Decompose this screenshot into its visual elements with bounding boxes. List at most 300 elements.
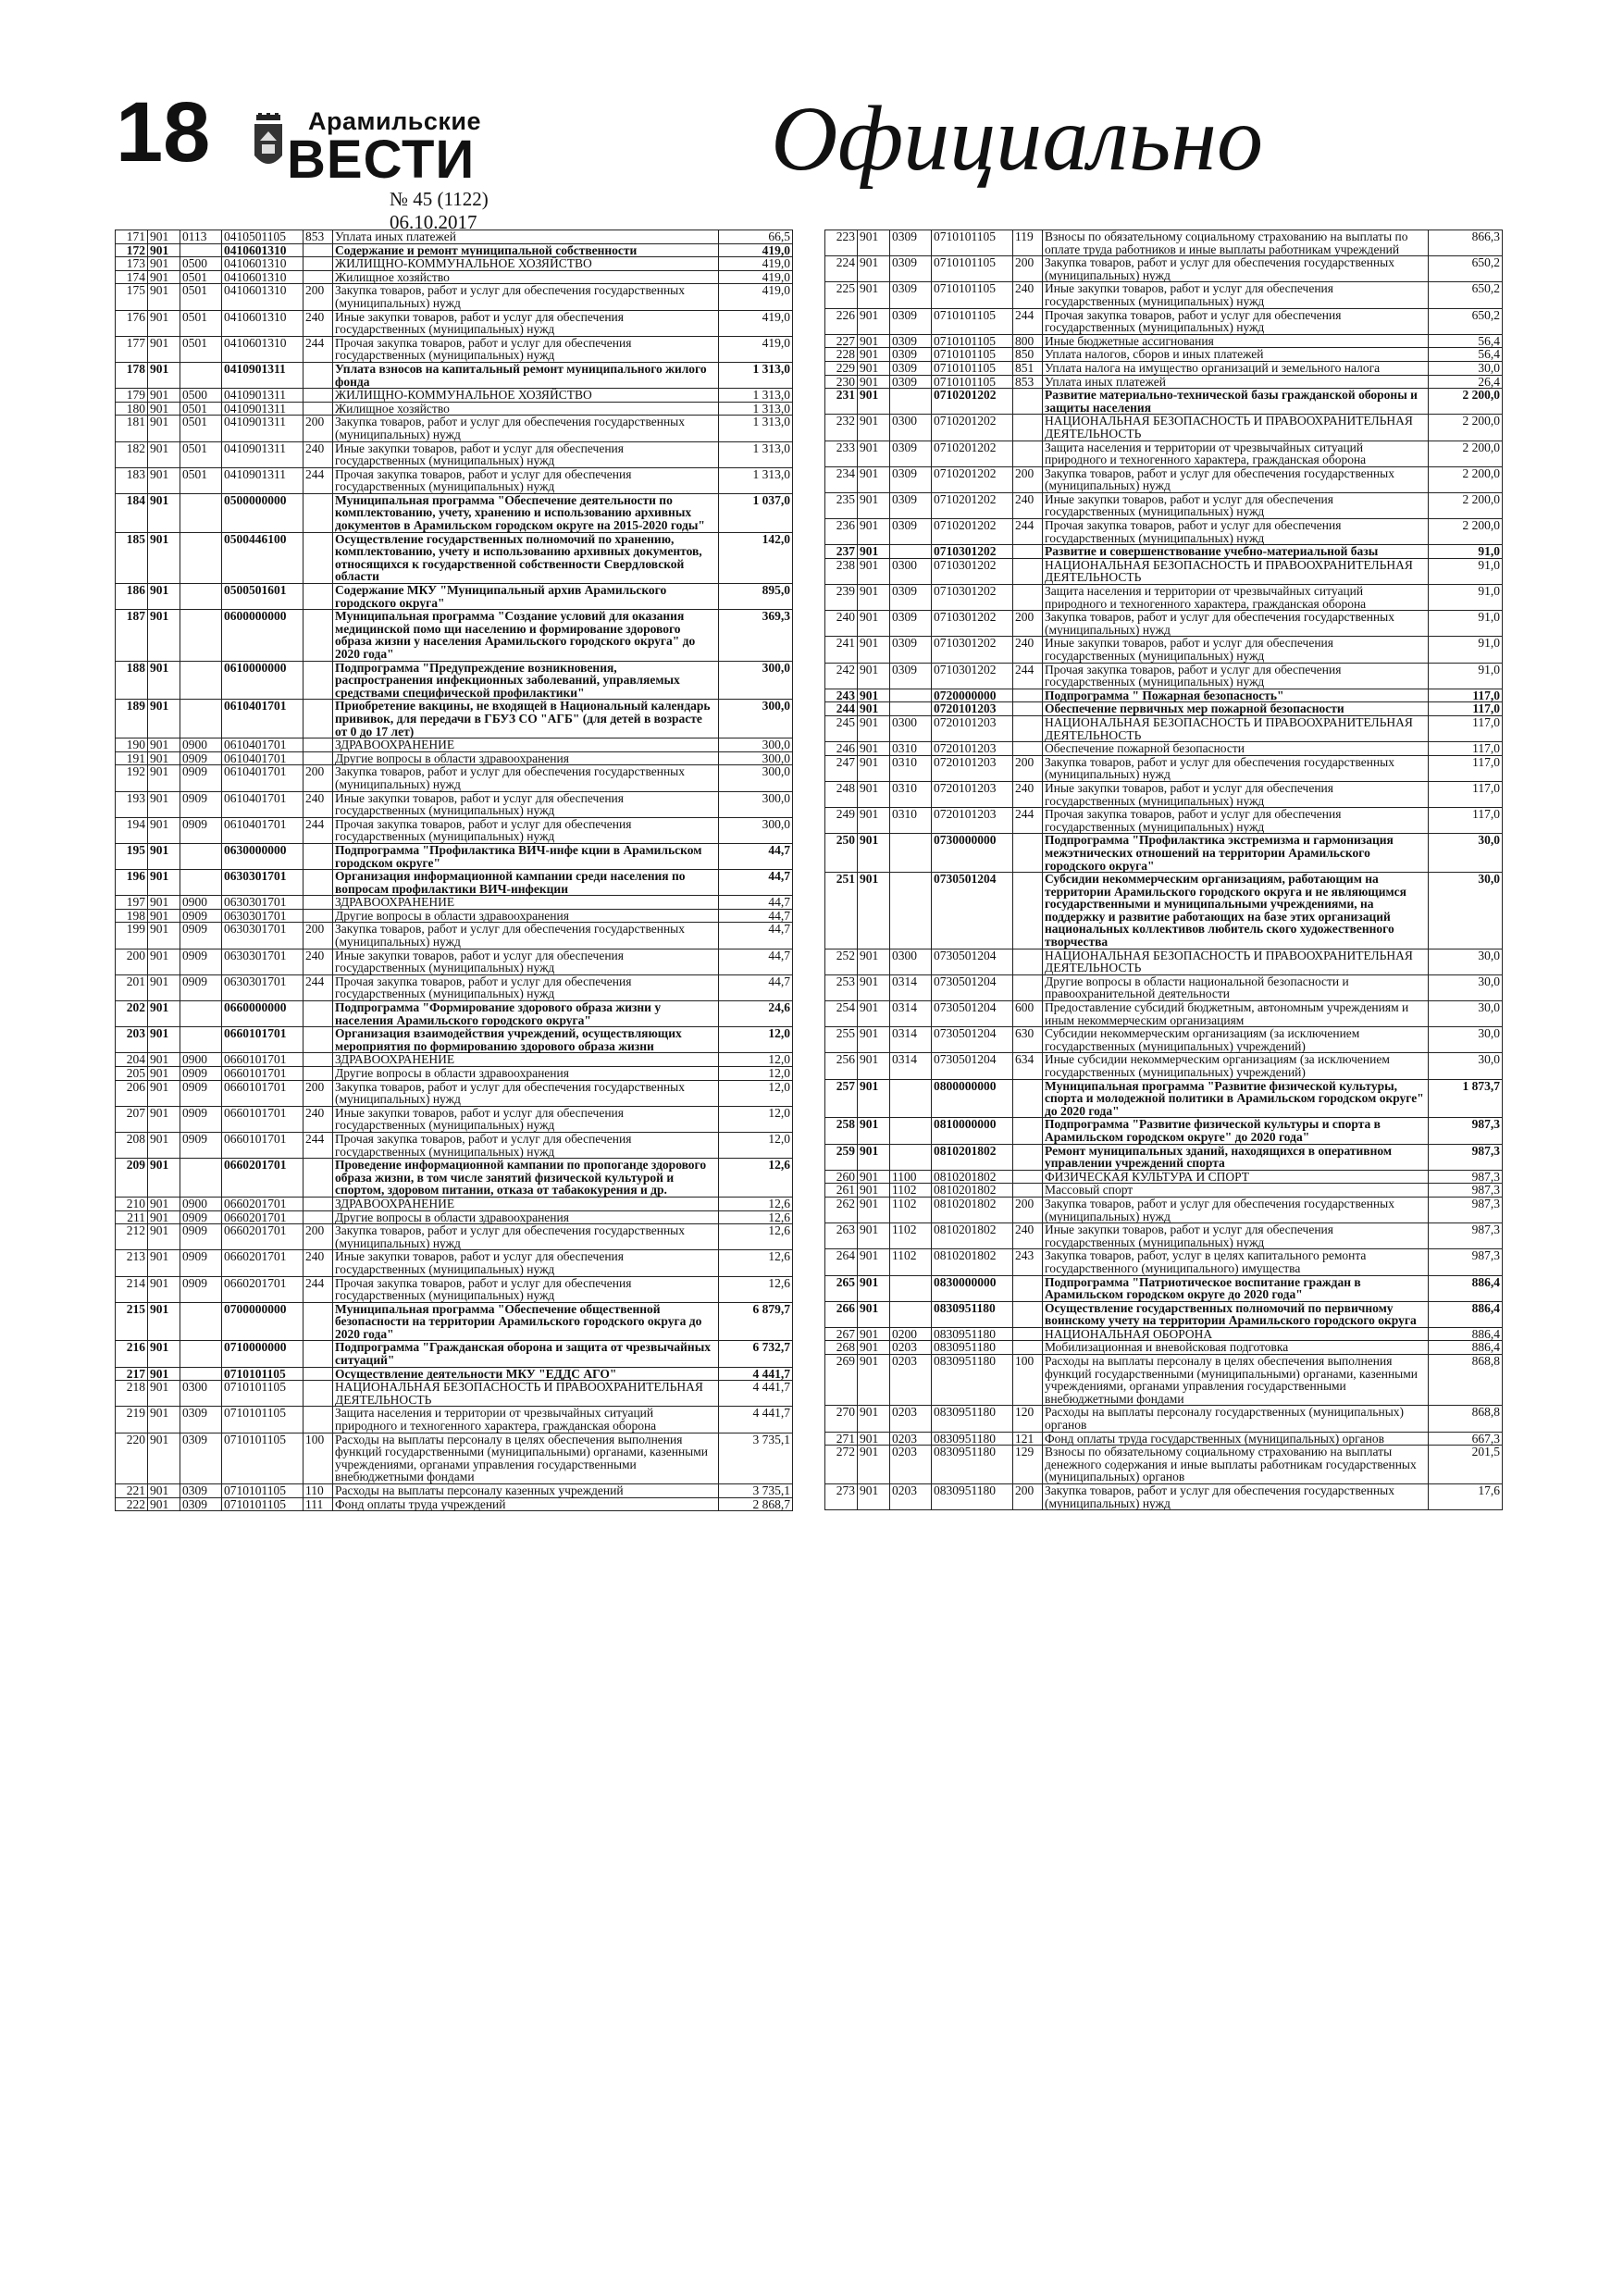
row-number-cell: 251 xyxy=(825,873,858,949)
section-code-cell xyxy=(890,702,932,716)
expense-type-cell xyxy=(1013,545,1043,559)
target-code-cell: 0710101105 xyxy=(222,1381,304,1407)
target-code-cell: 0810000000 xyxy=(932,1118,1013,1144)
row-number-cell: 255 xyxy=(825,1027,858,1053)
section-code-cell: 0909 xyxy=(180,923,222,949)
description-cell: Закупка товаров, работ и услуг для обеспечения государственных (муниципальных) нужд xyxy=(333,284,719,310)
code-cell: 901 xyxy=(858,1053,890,1079)
amount-cell: 419,0 xyxy=(719,336,793,362)
amount-cell: 300,0 xyxy=(719,700,793,738)
table-row xyxy=(116,1433,793,1483)
expense-type-cell xyxy=(1013,441,1043,466)
description-cell: Защита населения и территории от чрезвычайных ситуаций природного и техногенного характера, гражданская оборона xyxy=(1043,585,1429,611)
code-cell: 901 xyxy=(148,362,180,388)
table-row xyxy=(116,1197,793,1210)
row-number-cell: 237 xyxy=(825,545,858,559)
expense-type-cell xyxy=(304,1367,333,1381)
section-code-cell: 0309 xyxy=(890,334,932,348)
expense-type-cell xyxy=(1013,873,1043,949)
code-cell: 901 xyxy=(858,466,890,492)
row-number-cell: 201 xyxy=(116,974,148,1000)
amount-cell: 12,0 xyxy=(719,1027,793,1053)
code-cell: 901 xyxy=(148,467,180,493)
code-cell: 901 xyxy=(148,441,180,467)
expense-type-cell xyxy=(304,751,333,765)
row-number-cell: 173 xyxy=(116,257,148,271)
target-code-cell: 0810201802 xyxy=(932,1197,1013,1222)
table-row xyxy=(116,1341,793,1367)
logo-top-text: Арамильские xyxy=(308,107,481,135)
target-code-cell: 0710101105 xyxy=(932,334,1013,348)
section-code-cell: 0300 xyxy=(890,558,932,584)
target-code-cell: 0710301202 xyxy=(932,585,1013,611)
target-code-cell: 0410901311 xyxy=(222,389,304,403)
amount-cell: 201,5 xyxy=(1429,1446,1503,1484)
expense-type-cell: 851 xyxy=(1013,361,1043,375)
description-cell: Обеспечение пожарной безопасности xyxy=(1043,742,1429,756)
table-row xyxy=(116,661,793,700)
amount-cell: 6 879,7 xyxy=(719,1302,793,1341)
description-cell: ЖИЛИЩНО-КОММУНАЛЬНОЕ ХОЗЯЙСТВО xyxy=(333,257,719,271)
description-cell: Закупка товаров, работ и услуг для обеспечения государственных (муниципальных) нужд xyxy=(333,416,719,441)
description-cell: Приобретение вакцины, не входящей в Национальный календарь прививок, для передачи в ГБУЗ СО "АГБ" (для детей в возрасте от 0 до 17 лет) xyxy=(333,700,719,738)
section-code-cell: 0501 xyxy=(180,284,222,310)
table-row xyxy=(825,1170,1503,1184)
code-cell: 901 xyxy=(148,532,180,583)
code-cell: 901 xyxy=(148,493,180,532)
description-cell: Содержание и ремонт муниципальной собственности xyxy=(333,243,719,257)
table-row xyxy=(825,545,1503,559)
table-row xyxy=(116,243,793,257)
description-cell: Подпрограмма " Пожарная безопасность" xyxy=(1043,689,1429,702)
code-cell: 901 xyxy=(148,1250,180,1276)
target-code-cell: 0710101105 xyxy=(222,1407,304,1433)
code-cell: 901 xyxy=(148,230,180,244)
row-number-cell: 232 xyxy=(825,415,858,441)
description-cell: НАЦИОНАЛЬНАЯ БЕЗОПАСНОСТЬ И ПРАВООХРАНИТЕЛЬНАЯ ДЕЯТЕЛЬНОСТЬ xyxy=(1043,558,1429,584)
description-cell: Иные бюджетные ассигнования xyxy=(1043,334,1429,348)
expense-type-cell: 200 xyxy=(1013,466,1043,492)
code-cell: 901 xyxy=(858,519,890,545)
description-cell: Уплата иных платежей xyxy=(333,230,719,244)
target-code-cell: 0720101203 xyxy=(932,702,1013,716)
description-cell: Фонд оплаты труда учреждений xyxy=(333,1497,719,1511)
code-cell: 901 xyxy=(148,270,180,284)
row-number-cell: 174 xyxy=(116,270,148,284)
row-number-cell: 266 xyxy=(825,1301,858,1327)
row-number-cell: 205 xyxy=(116,1067,148,1081)
expense-type-cell: 240 xyxy=(304,1250,333,1276)
description-cell: ЗДРАВООХРАНЕНИЕ xyxy=(333,738,719,752)
code-cell: 901 xyxy=(858,230,890,256)
amount-cell: 12,0 xyxy=(719,1080,793,1106)
description-cell: Муниципальная программа "Развитие физической культуры, спорта и молодежной политики в Арамильском городском округе" до 2020 года" xyxy=(1043,1079,1429,1118)
code-cell: 901 xyxy=(858,1341,890,1355)
code-cell: 901 xyxy=(858,637,890,663)
description-cell: Иные закупки товаров, работ и услуг для обеспечения государственных (муниципальных) нужд xyxy=(1043,637,1429,663)
amount-cell: 4 441,7 xyxy=(719,1407,793,1433)
code-cell: 901 xyxy=(148,584,180,610)
expense-type-cell xyxy=(1013,715,1043,741)
expense-type-cell: 200 xyxy=(304,284,333,310)
amount-cell: 2 200,0 xyxy=(1429,466,1503,492)
table-row xyxy=(116,1250,793,1276)
target-code-cell: 0830951180 xyxy=(932,1446,1013,1484)
table-row xyxy=(825,466,1503,492)
table-row xyxy=(825,558,1503,584)
description-cell: Прочая закупка товаров, работ и услуг для обеспечения государственных (муниципальных) нужд xyxy=(1043,519,1429,545)
expense-type-cell: 600 xyxy=(1013,1001,1043,1027)
right-column xyxy=(824,230,1503,1510)
description-cell: Прочая закупка товаров, работ и услуг для обеспечения государственных (муниципальных) нужд xyxy=(333,336,719,362)
code-cell: 901 xyxy=(858,834,890,873)
row-number-cell: 258 xyxy=(825,1118,858,1144)
description-cell: Подпрограмма "Предупреждение возникновения, распространения инфекционных заболеваний, управляемых средствами специфической профилактики" xyxy=(333,661,719,700)
target-code-cell: 0410601310 xyxy=(222,336,304,362)
section-code-cell xyxy=(890,873,932,949)
section-code-cell: 0909 xyxy=(180,765,222,791)
expense-type-cell xyxy=(304,1381,333,1407)
row-number-cell: 244 xyxy=(825,702,858,716)
code-cell: 901 xyxy=(858,1001,890,1027)
target-code-cell: 0830951180 xyxy=(932,1341,1013,1355)
amount-cell: 2 200,0 xyxy=(1429,389,1503,415)
page-header xyxy=(116,85,1263,233)
expense-type-cell: 240 xyxy=(1013,492,1043,518)
target-code-cell: 0830951180 xyxy=(932,1327,1013,1341)
description-cell: Развитие и совершенствование учебно-материальной базы xyxy=(1043,545,1429,559)
table-row xyxy=(825,663,1503,689)
target-code-cell: 0710101105 xyxy=(932,348,1013,362)
table-row xyxy=(825,1118,1503,1144)
description-cell: Подпрограмма "Гражданская оборона и защита от чрезвычайных ситуаций" xyxy=(333,1341,719,1367)
table-row xyxy=(116,230,793,244)
code-cell: 901 xyxy=(148,949,180,974)
expense-type-cell: 850 xyxy=(1013,348,1043,362)
section-code-cell: 0309 xyxy=(890,256,932,282)
amount-cell: 30,0 xyxy=(1429,1001,1503,1027)
row-number-cell: 190 xyxy=(116,738,148,752)
code-cell: 901 xyxy=(858,492,890,518)
row-number-cell: 249 xyxy=(825,808,858,834)
amount-cell: 667,3 xyxy=(1429,1432,1503,1446)
row-number-cell: 242 xyxy=(825,663,858,689)
table-row xyxy=(116,610,793,661)
description-cell: ЗДРАВООХРАНЕНИЕ xyxy=(333,1197,719,1210)
row-number-cell: 226 xyxy=(825,308,858,334)
expense-type-cell: 240 xyxy=(304,949,333,974)
code-cell: 901 xyxy=(148,1080,180,1106)
row-number-cell: 200 xyxy=(116,949,148,974)
row-number-cell: 198 xyxy=(116,909,148,923)
table-row xyxy=(825,755,1503,781)
description-cell: Иные закупки товаров, работ и услуг для обеспечения государственных (муниципальных) нужд xyxy=(1043,492,1429,518)
row-number-cell: 257 xyxy=(825,1079,858,1118)
row-number-cell: 209 xyxy=(116,1159,148,1198)
section-code-cell: 0900 xyxy=(180,738,222,752)
description-cell: Обеспечение первичных мер пожарной безопасности xyxy=(1043,702,1429,716)
expense-type-cell: 240 xyxy=(304,1106,333,1132)
expense-type-cell: 240 xyxy=(304,310,333,336)
code-cell: 901 xyxy=(858,755,890,781)
table-row xyxy=(116,532,793,583)
section-code-cell: 0909 xyxy=(180,1080,222,1106)
row-number-cell: 240 xyxy=(825,611,858,637)
row-number-cell: 243 xyxy=(825,689,858,702)
description-cell: Иные закупки товаров, работ и услуг для обеспечения государственных (муниципальных) нужд xyxy=(1043,781,1429,807)
code-cell: 901 xyxy=(148,1027,180,1053)
expense-type-cell: 240 xyxy=(1013,637,1043,663)
code-cell: 901 xyxy=(858,389,890,415)
section-code-cell xyxy=(890,1275,932,1301)
description-cell: Защита населения и территории от чрезвычайных ситуаций природного и техногенного характера, гражданская оборона xyxy=(1043,441,1429,466)
target-code-cell: 0710000000 xyxy=(222,1341,304,1367)
code-cell: 901 xyxy=(148,923,180,949)
code-cell: 901 xyxy=(148,661,180,700)
logo-main-text: ВЕСТИ xyxy=(287,130,476,190)
code-cell: 901 xyxy=(858,558,890,584)
section-code-cell xyxy=(180,532,222,583)
description-cell: НАЦИОНАЛЬНАЯ БЕЗОПАСНОСТЬ И ПРАВООХРАНИТЕЛЬНАЯ ДЕЯТЕЛЬНОСТЬ xyxy=(1043,715,1429,741)
description-cell: Расходы на выплаты персоналу казенных учреждений xyxy=(333,1484,719,1498)
section-code-cell: 0310 xyxy=(890,742,932,756)
target-code-cell: 0660101701 xyxy=(222,1067,304,1081)
expense-type-cell xyxy=(304,532,333,583)
amount-cell: 12,0 xyxy=(719,1106,793,1132)
code-cell: 901 xyxy=(148,402,180,416)
target-code-cell: 0630301701 xyxy=(222,923,304,949)
amount-cell: 1 313,0 xyxy=(719,441,793,467)
target-code-cell: 0660101701 xyxy=(222,1132,304,1158)
amount-cell: 987,3 xyxy=(1429,1144,1503,1170)
row-number-cell: 202 xyxy=(116,1001,148,1027)
code-cell: 901 xyxy=(148,896,180,910)
table-row xyxy=(116,270,793,284)
table-row xyxy=(116,1484,793,1498)
target-code-cell: 0500501601 xyxy=(222,584,304,610)
target-code-cell: 0660000000 xyxy=(222,1001,304,1027)
table-row xyxy=(825,389,1503,415)
target-code-cell: 0410601310 xyxy=(222,243,304,257)
expense-type-cell: 244 xyxy=(1013,808,1043,834)
amount-cell: 117,0 xyxy=(1429,702,1503,716)
target-code-cell: 0660201701 xyxy=(222,1159,304,1198)
amount-cell: 26,4 xyxy=(1429,375,1503,389)
table-row xyxy=(116,310,793,336)
table-row xyxy=(116,493,793,532)
description-cell: Муниципальная программа "Обеспечение деятельности по комплектованию, учету, хранению и использованию архивных документов в Арамильском городском округе на 2015-2020 годы" xyxy=(333,493,719,532)
table-row xyxy=(116,257,793,271)
expense-type-cell xyxy=(1013,702,1043,716)
expense-type-cell xyxy=(304,1407,333,1433)
row-number-cell: 216 xyxy=(116,1341,148,1367)
amount-cell: 12,6 xyxy=(719,1159,793,1198)
section-code-cell xyxy=(180,1341,222,1367)
target-code-cell: 0660201701 xyxy=(222,1250,304,1276)
expense-type-cell xyxy=(304,1341,333,1367)
row-number-cell: 213 xyxy=(116,1250,148,1276)
amount-cell: 3 735,1 xyxy=(719,1433,793,1483)
section-code-cell xyxy=(180,243,222,257)
row-number-cell: 184 xyxy=(116,493,148,532)
expense-type-cell: 244 xyxy=(304,467,333,493)
expense-type-cell: 100 xyxy=(304,1433,333,1483)
target-code-cell: 0710101105 xyxy=(222,1433,304,1483)
expense-type-cell: 200 xyxy=(304,416,333,441)
description-cell: НАЦИОНАЛЬНАЯ ОБОРОНА xyxy=(1043,1327,1429,1341)
row-number-cell: 234 xyxy=(825,466,858,492)
description-cell: Уплата иных платежей xyxy=(1043,375,1429,389)
table-row xyxy=(825,282,1503,308)
expense-type-cell xyxy=(304,1053,333,1067)
target-code-cell: 0410501105 xyxy=(222,230,304,244)
code-cell: 901 xyxy=(858,742,890,756)
code-cell: 901 xyxy=(858,689,890,702)
target-code-cell: 0720101203 xyxy=(932,742,1013,756)
amount-cell: 987,3 xyxy=(1429,1249,1503,1275)
amount-cell: 650,2 xyxy=(1429,282,1503,308)
amount-cell: 300,0 xyxy=(719,738,793,752)
target-code-cell: 0730501204 xyxy=(932,873,1013,949)
table-row xyxy=(825,808,1503,834)
expense-type-cell: 240 xyxy=(304,441,333,467)
expense-type-cell xyxy=(1013,389,1043,415)
row-number-cell: 263 xyxy=(825,1223,858,1249)
expense-type-cell: 110 xyxy=(304,1484,333,1498)
description-cell: Прочая закупка товаров, работ и услуг для обеспечения государственных (муниципальных) нужд xyxy=(333,974,719,1000)
expense-type-cell xyxy=(304,1197,333,1210)
row-number-cell: 195 xyxy=(116,843,148,869)
target-code-cell: 0720101203 xyxy=(932,781,1013,807)
description-cell: Иные закупки товаров, работ и услуг для обеспечения государственных (муниципальных) нужд xyxy=(333,1106,719,1132)
code-cell: 901 xyxy=(148,1484,180,1498)
description-cell: ФИЗИЧЕСКАЯ КУЛЬТУРА И СПОРТ xyxy=(1043,1170,1429,1184)
row-number-cell: 239 xyxy=(825,585,858,611)
amount-cell: 886,4 xyxy=(1429,1301,1503,1327)
table-row xyxy=(825,702,1503,716)
section-code-cell xyxy=(890,389,932,415)
amount-cell: 2 200,0 xyxy=(1429,441,1503,466)
amount-cell: 866,3 xyxy=(1429,230,1503,256)
code-cell: 901 xyxy=(148,610,180,661)
code-cell: 901 xyxy=(858,1249,890,1275)
amount-cell: 24,6 xyxy=(719,1001,793,1027)
description-cell: Уплата налогов, сборов и иных платежей xyxy=(1043,348,1429,362)
target-code-cell: 0710101105 xyxy=(222,1367,304,1381)
target-code-cell: 0830000000 xyxy=(932,1275,1013,1301)
code-cell: 901 xyxy=(858,974,890,1000)
amount-cell: 419,0 xyxy=(719,310,793,336)
description-cell: ЖИЛИЩНО-КОММУНАЛЬНОЕ ХОЗЯЙСТВО xyxy=(333,389,719,403)
description-cell: Организация взаимодействия учреждений, осуществляющих мероприятия по формированию здорового образа жизни xyxy=(333,1027,719,1053)
section-code-cell: 0203 xyxy=(890,1484,932,1510)
amount-cell: 91,0 xyxy=(1429,637,1503,663)
table-row xyxy=(825,1432,1503,1446)
code-cell: 901 xyxy=(858,1446,890,1484)
description-cell: Иные закупки товаров, работ и услуг для обеспечения государственных (муниципальных) нужд xyxy=(1043,1223,1429,1249)
table-row xyxy=(825,441,1503,466)
description-cell: Иные закупки товаров, работ и услуг для обеспечения государственных (муниципальных) нужд xyxy=(333,1250,719,1276)
budget-table-body xyxy=(116,230,793,1511)
expense-type-cell xyxy=(304,243,333,257)
expense-type-cell xyxy=(304,1159,333,1198)
description-cell: Иные субсидии некоммерческим организациям (за исключением государственных (муниципальных) учреждений) xyxy=(1043,1053,1429,1079)
section-code-cell: 0309 xyxy=(890,282,932,308)
table-row xyxy=(825,230,1503,256)
amount-cell: 2 200,0 xyxy=(1429,415,1503,441)
table-row xyxy=(116,584,793,610)
code-cell: 901 xyxy=(148,1132,180,1158)
description-cell: Иные закупки товаров, работ и услуг для обеспечения государственных (муниципальных) нужд xyxy=(333,441,719,467)
code-cell: 901 xyxy=(858,873,890,949)
expense-type-cell xyxy=(304,493,333,532)
page-number: 18 xyxy=(116,85,211,180)
section-code-cell: 0300 xyxy=(180,1381,222,1407)
row-number-cell: 248 xyxy=(825,781,858,807)
code-cell: 901 xyxy=(148,1433,180,1483)
section-code-cell: 0501 xyxy=(180,336,222,362)
table-row xyxy=(825,334,1503,348)
amount-cell: 886,4 xyxy=(1429,1327,1503,1341)
target-code-cell: 0730501204 xyxy=(932,1027,1013,1053)
section-code-cell: 0203 xyxy=(890,1446,932,1484)
section-code-cell: 0309 xyxy=(890,519,932,545)
row-number-cell: 253 xyxy=(825,974,858,1000)
target-code-cell: 0810201802 xyxy=(932,1184,1013,1198)
section-code-cell: 0909 xyxy=(180,1106,222,1132)
amount-cell: 419,0 xyxy=(719,243,793,257)
amount-cell: 6 732,7 xyxy=(719,1341,793,1367)
amount-cell: 1 313,0 xyxy=(719,402,793,416)
expense-type-cell xyxy=(304,661,333,700)
section-code-cell: 1102 xyxy=(890,1223,932,1249)
expense-type-cell xyxy=(1013,1144,1043,1170)
code-cell: 901 xyxy=(148,1367,180,1381)
target-code-cell: 0710201202 xyxy=(932,441,1013,466)
expense-type-cell xyxy=(1013,558,1043,584)
expense-type-cell xyxy=(1013,585,1043,611)
section-code-cell: 0203 xyxy=(890,1341,932,1355)
row-number-cell: 225 xyxy=(825,282,858,308)
amount-cell: 987,3 xyxy=(1429,1184,1503,1198)
amount-cell: 987,3 xyxy=(1429,1223,1503,1249)
code-cell: 901 xyxy=(148,243,180,257)
code-cell: 901 xyxy=(858,282,890,308)
description-cell: Иные закупки товаров, работ и услуг для обеспечения государственных (муниципальных) нужд xyxy=(333,310,719,336)
code-cell: 901 xyxy=(858,1170,890,1184)
expense-type-cell: 200 xyxy=(1013,755,1043,781)
row-number-cell: 238 xyxy=(825,558,858,584)
row-number-cell: 176 xyxy=(116,310,148,336)
row-number-cell: 268 xyxy=(825,1341,858,1355)
row-number-cell: 183 xyxy=(116,467,148,493)
description-cell: Осуществление деятельности МКУ "ЕДДС АГО" xyxy=(333,1367,719,1381)
amount-cell: 30,0 xyxy=(1429,873,1503,949)
expense-type-cell: 120 xyxy=(1013,1406,1043,1432)
target-code-cell: 0410901311 xyxy=(222,467,304,493)
amount-cell: 30,0 xyxy=(1429,1027,1503,1053)
table-row xyxy=(116,1497,793,1511)
amount-cell: 987,3 xyxy=(1429,1170,1503,1184)
expense-type-cell xyxy=(304,843,333,869)
section-code-cell: 0309 xyxy=(890,492,932,518)
section-code-cell xyxy=(180,870,222,896)
amount-cell: 91,0 xyxy=(1429,545,1503,559)
table-row xyxy=(825,1184,1503,1198)
section-code-cell xyxy=(890,689,932,702)
section-code-cell: 0501 xyxy=(180,310,222,336)
amount-cell: 4 441,7 xyxy=(719,1367,793,1381)
